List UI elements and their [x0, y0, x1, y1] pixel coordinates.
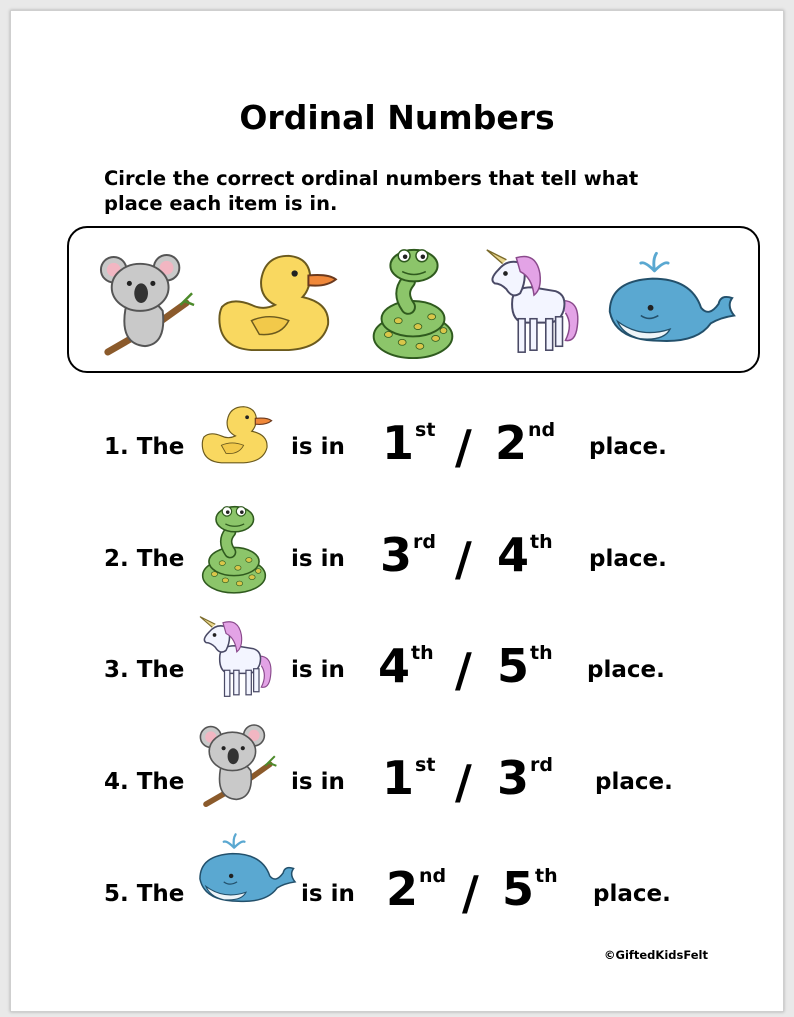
- question-4-option-2[interactable]: 3rd: [497, 751, 553, 805]
- question-3-is-in: is in: [291, 657, 345, 683]
- question-3-number: 3. The: [104, 657, 185, 683]
- question-3-slash: /: [455, 643, 472, 697]
- question-5-option-1[interactable]: 2nd: [386, 862, 447, 916]
- question-5-is-in: is in: [301, 881, 355, 907]
- question-1-place: place.: [589, 434, 667, 460]
- question-2-slash: /: [455, 532, 472, 586]
- whale-icon: [194, 830, 298, 910]
- unicorn-picture: [478, 244, 588, 362]
- koala-picture: [98, 248, 196, 360]
- question-4-option-1[interactable]: 1st: [382, 751, 436, 805]
- question-2-option-2[interactable]: 4th: [497, 528, 553, 582]
- question-1-number: 1. The: [104, 434, 185, 460]
- question-5-place: place.: [593, 881, 671, 907]
- unicorn-icon: [190, 612, 282, 704]
- question-3-place: place.: [587, 657, 665, 683]
- question-2-number: 2. The: [104, 546, 185, 572]
- instructions-line-1: Circle the correct ordinal numbers that tell what: [104, 167, 639, 190]
- question-5-slash: /: [462, 866, 479, 920]
- question-2-option-1[interactable]: 3rd: [380, 528, 436, 582]
- instructions: [104, 166, 704, 216]
- question-1-option-1[interactable]: 1st: [382, 416, 436, 470]
- copyright-notice: ©GiftedKidsFelt: [604, 948, 708, 962]
- question-4-place: place.: [595, 769, 673, 795]
- duck-picture: [212, 246, 340, 354]
- snake-icon: [198, 502, 270, 596]
- question-1-option-2[interactable]: 2nd: [495, 416, 556, 470]
- question-4-number: 4. The: [104, 769, 185, 795]
- whale-picture: [602, 248, 738, 352]
- question-4-is-in: is in: [291, 769, 345, 795]
- snake-picture: [368, 244, 458, 362]
- question-1-is-in: is in: [291, 434, 345, 460]
- worksheet-title: Ordinal Numbers: [239, 98, 555, 137]
- koala-icon: [198, 720, 278, 810]
- question-2-place: place.: [589, 546, 667, 572]
- question-1-slash: /: [455, 420, 472, 474]
- question-3-option-1[interactable]: 4th: [378, 639, 434, 693]
- question-4-slash: /: [455, 755, 472, 809]
- question-3-option-2[interactable]: 5th: [497, 639, 553, 693]
- question-5-option-2[interactable]: 5th: [502, 862, 558, 916]
- question-5-number: 5. The: [104, 881, 185, 907]
- question-2-is-in: is in: [291, 546, 345, 572]
- duck-icon: [198, 400, 274, 466]
- instructions-line-2: place each item is in.: [104, 192, 338, 215]
